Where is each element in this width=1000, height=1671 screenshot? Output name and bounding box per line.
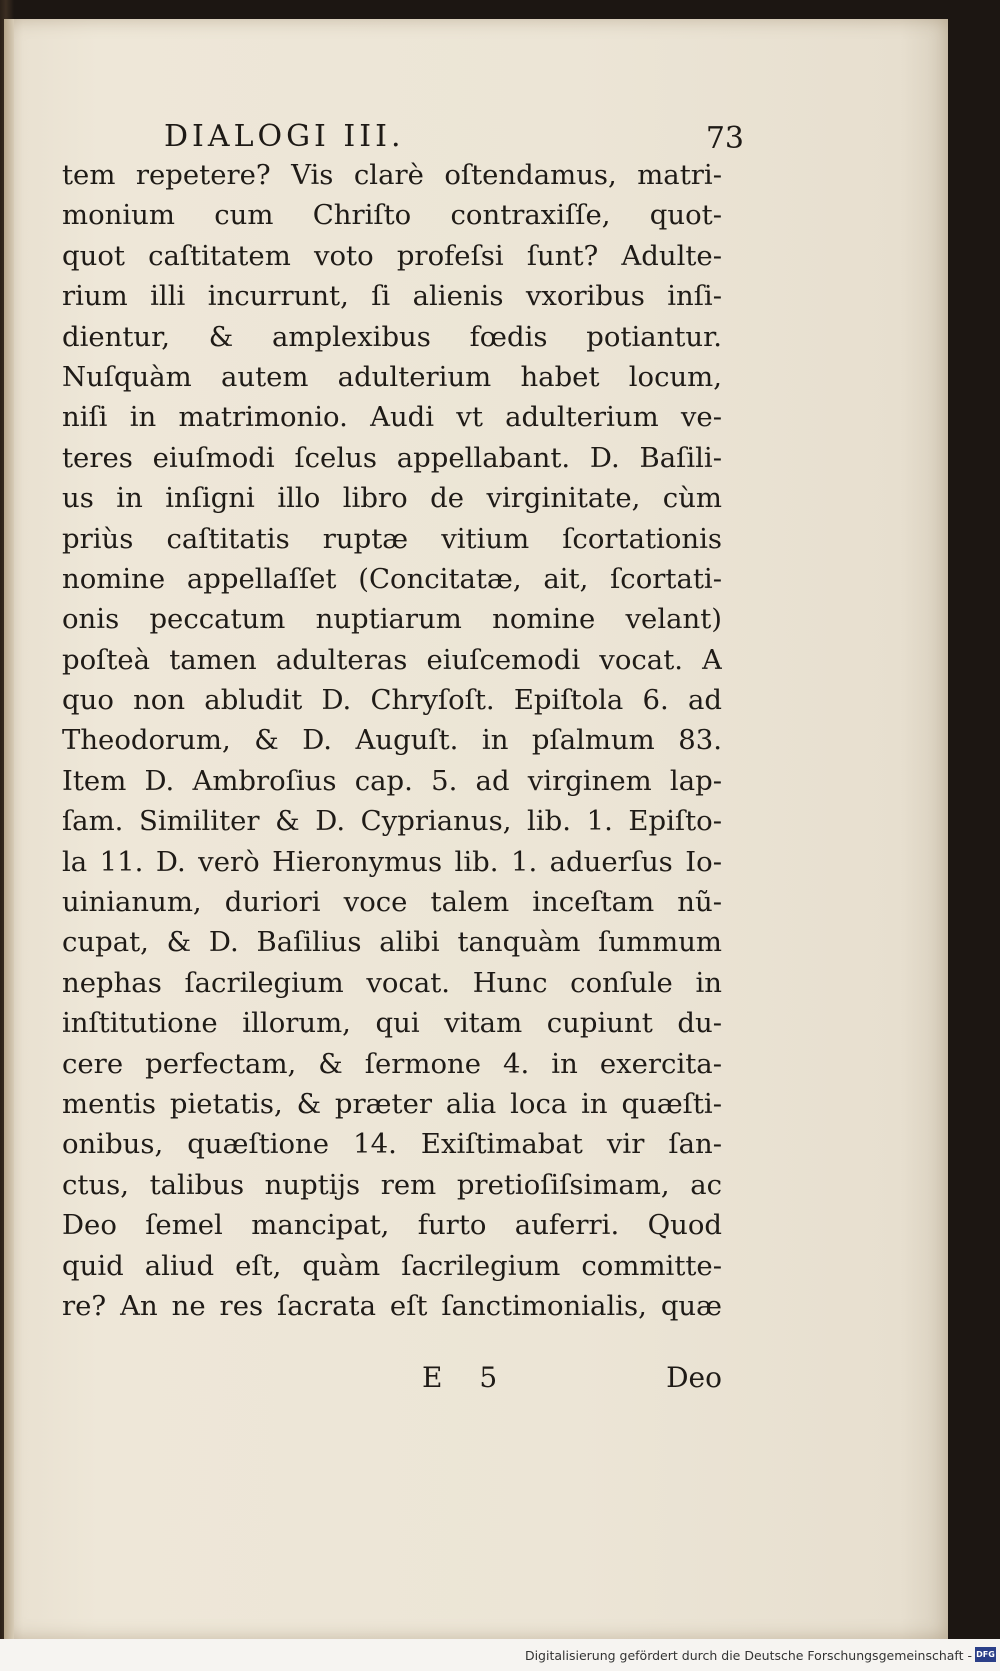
text-line: dientur, & amplexibus fœdis potiantur. [62, 320, 722, 353]
text-line: uinianum, duriori voce talem inceſtam nũ- [62, 886, 722, 919]
text-line: ſam. Similiter & D. Cyprianus, lib. 1. Epiſto- [62, 805, 722, 838]
body-text [62, 155, 722, 1326]
catchword: Deo [666, 1361, 722, 1394]
page-header [164, 119, 744, 159]
attribution-bar [0, 1639, 1000, 1671]
running-head: DIALOGI III. [164, 119, 405, 154]
text-line: monium cum Chriſto contraxiſſe, quot- [62, 199, 722, 232]
text-line: quo non abludit D. Chryſoſt. Epiſtola 6. ad [62, 684, 722, 717]
text-line: tem repetere? Vis clarè oſtendamus, matri- [62, 159, 722, 191]
page-number: 73 [705, 121, 744, 156]
text-line: poſteà tamen adulteras eiuſcemodi vocat. A [62, 643, 722, 676]
text-line: priùs caſtitatis ruptæ vitium ſcortationis [62, 522, 722, 555]
page-footer [62, 1361, 722, 1401]
signature-mark: E 5 [422, 1361, 512, 1394]
text-line: onibus, quæſtione 14. Exiſtimabat vir ſan- [62, 1128, 722, 1161]
text-line: us in inſigni illo libro de virginitate, cùm [62, 482, 722, 515]
text-line: nomine appellaſſet (Concitatæ, ait, ſcortati- [62, 562, 722, 595]
text-line: ctus, talibus nuptijs rem pretioſiſsimam, ac [62, 1168, 722, 1201]
text-line: cupat, & D. Baſilius alibi tanquàm ſummum [62, 926, 722, 959]
text-line: la 11. D. verò Hieronymus lib. 1. aduerſus Io- [62, 845, 722, 878]
text-line: Deo ſemel mancipat, furto auferri. Quod [62, 1209, 722, 1242]
text-line: re? An ne res ſacrata eſt ſanctimonialis, quæ [62, 1289, 722, 1322]
text-line: Theodorum, & D. Auguſt. in pſalmum 83. [62, 724, 722, 757]
text-line: rium illi incurrunt, ſi alienis vxoribus inſi- [62, 280, 722, 313]
page-gutter [4, 19, 14, 1639]
text-line: Item D. Ambroſius cap. 5. ad virginem lap- [62, 764, 722, 797]
book-page [4, 19, 948, 1639]
text-line: niſi in matrimonio. Audi vt adulterium ve- [62, 401, 722, 434]
text-line: onis peccatum nuptiarum nomine velant) [62, 603, 722, 636]
text-line: quid aliud eſt, quàm ſacrilegium committe- [62, 1249, 722, 1282]
text-line: teres eiuſmodi ſcelus appellabant. D. Baſili- [62, 441, 722, 474]
text-line: Nuſquàm autem adulterium habet locum, [62, 360, 722, 393]
text-line: inſtitutione illorum, qui vitam cupiunt du- [62, 1007, 722, 1040]
text-line: quot caſtitatem voto profeſsi ſunt? Adulte- [62, 239, 722, 272]
text-line: cere perfectam, & ſermone 4. in exercita- [62, 1047, 722, 1080]
text-line: mentis pietatis, & præter alia loca in quæſti- [62, 1087, 722, 1120]
text-line: nephas ſacrilegium vocat. Hunc conſule in [62, 966, 722, 999]
attribution-text: Digitalisierung gefördert durch die Deutsche Forschungsgemeinschaft - [524, 1648, 972, 1663]
dfg-logo-icon: DFG [975, 1647, 996, 1662]
